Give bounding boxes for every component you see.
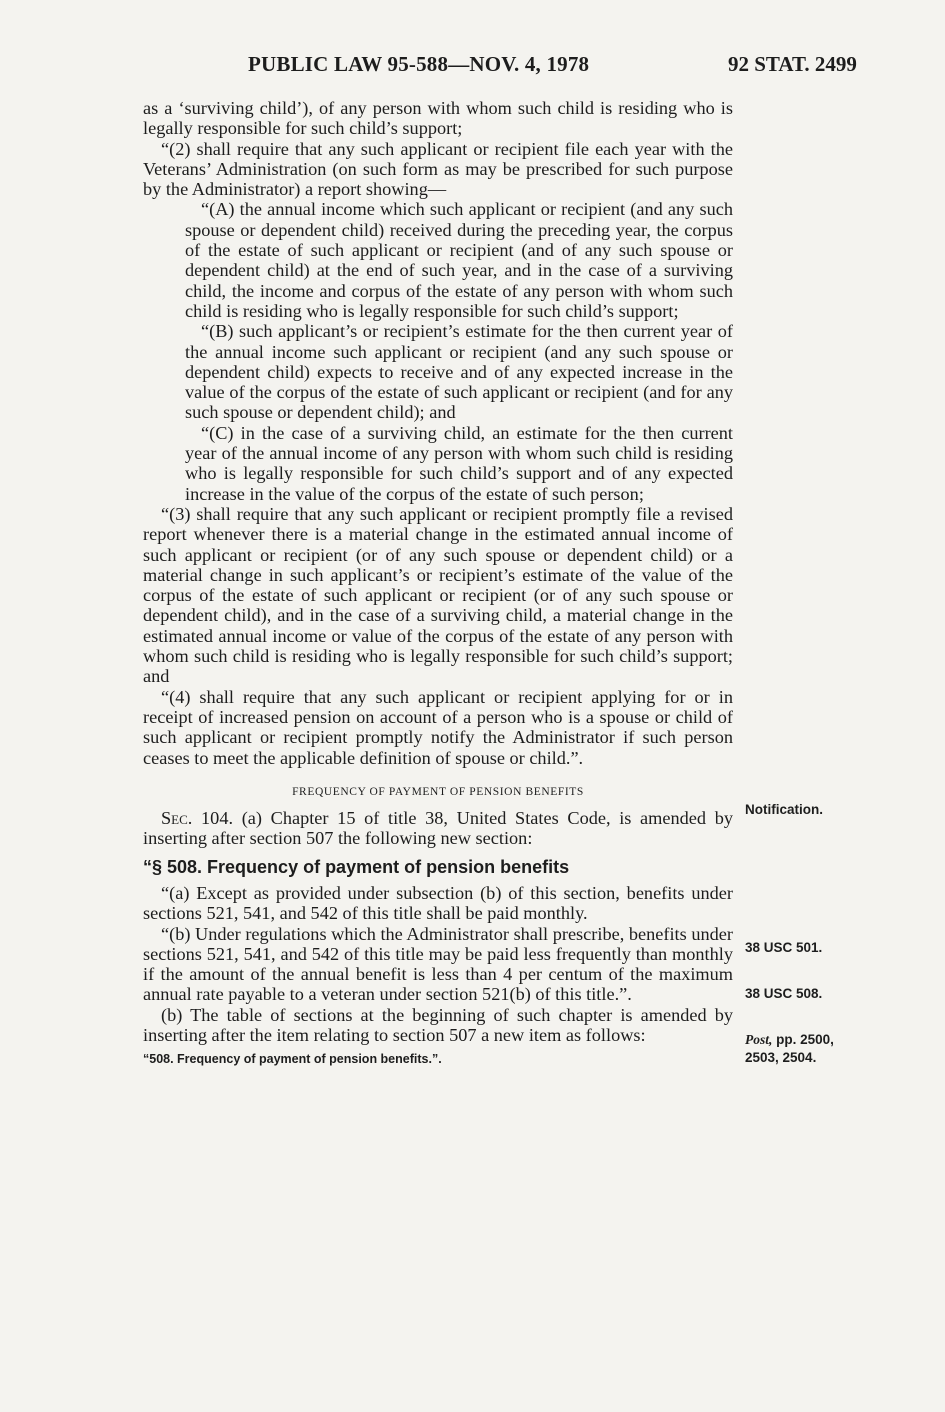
paragraph-3: “(3) shall require that any such applicant or recipient promptly file a revised report whenever there is a material change in the estimated annual income of such applicant or recipient (or of any such spouse or dependent child) or a material change in such applicant’s or recipient’s estimate of the value of the corpus of the estate of such applicant or recipient (or of any such spouse or dependent child), and in the case of a surviving child, a material change in the estimated annual income or value of the corpus of the estate of any person with whom such child is residing who is legally responsible for such child’s support; and [143, 503, 733, 687]
paragraph-surviving-child: as a ‘surviving child’), of any person with whom such child is residing who is legally responsible for such child’s support; [143, 98, 733, 139]
body-text [143, 98, 733, 1070]
paragraph-2A: “(A) the annual income which such applicant or recipient (and any such spouse or dependent child) received during the preceding year, the corpus of the estate of such applicant or recipient (and of any such spouse or dependent child) at the end of such year, and in the case of a surviving child, the income and corpus of the estate of any person with whom such child is residing who is legally responsible for such child’s support; [185, 199, 733, 321]
new-section-title: “§ 508. Frequency of payment of pension benefits [143, 856, 570, 877]
section-104 [143, 808, 733, 849]
page-header [0, 52, 945, 86]
post-pages: pp. 2500, [776, 1032, 834, 1047]
sec-label: Sec. [161, 808, 193, 829]
section-heading: FREQUENCY OF PAYMENT OF PENSION BENEFITS [292, 785, 584, 798]
margin-note-post-pages: 2503, 2504. [745, 1050, 817, 1065]
margin-note-38-usc-501: 38 USC 501. [745, 940, 823, 955]
paragraph-2C: “(C) in the case of a surviving child, an estimate for the then current year of the annual income of any person with whom such child is residing who is legally responsible for such child’s support and of any expected increase in the value of the corpus of the estate of such person; [185, 422, 733, 504]
post-label: Post, [745, 1032, 773, 1047]
margin-note-notification: Notification. [745, 802, 823, 817]
section-104-text: 104. (a) Chapter 15 of title 38, United States Code, is amended by inserting after section 507 the following new section: [143, 808, 733, 849]
subsection-a: “(a) Except as provided under subsection (b) of this section, benefits under sections 521, 541, and 542 of this title shall be paid monthly. [143, 882, 733, 924]
table-amendment: (b) The table of sections at the beginning of such chapter is amended by inserting after the item relating to section 507 a new item as follows: [143, 1004, 733, 1046]
subsection-b: “(b) Under regulations which the Administrator shall prescribe, benefits under sections 521, 541, and 542 of this title may be paid less frequently than monthly if the amount of the annual benefit is less than 4 per centum of the maximum annual rate payable to a veteran under section 521(b) of this title.”. [143, 923, 733, 1005]
table-item: “508. Frequency of payment of pension benefits.”. [143, 1052, 442, 1067]
stat-page-number: 92 STAT. 2499 [728, 52, 857, 76]
paragraph-2B: “(B) such applicant’s or recipient’s estimate for the then current year of the annual income such applicant or recipient (and any such spouse or dependent child) expects to receive and of any expected increase in the value of the corpus of the estate of such applicant or recipient (and for any such spouse or dependent child); and [185, 321, 733, 423]
paragraph-2: “(2) shall require that any such applicant or recipient file each year with the Veterans’ Administration (on such form as may be prescribed for such purpose by the Administrator) a report showing— [143, 138, 733, 200]
law-title: PUBLIC LAW 95-588—NOV. 4, 1978 [248, 52, 590, 76]
margin-note-post [745, 1032, 834, 1048]
paragraph-4: “(4) shall require that any such applicant or recipient applying for or in receipt of increased pension on account of a person who is a spouse or child of such applicant or recipient promptly notify the Administrator if such person ceases to meet the applicable definition of spouse or child.”. [143, 686, 733, 768]
margin-note-38-usc-508: 38 USC 508. [745, 986, 823, 1001]
